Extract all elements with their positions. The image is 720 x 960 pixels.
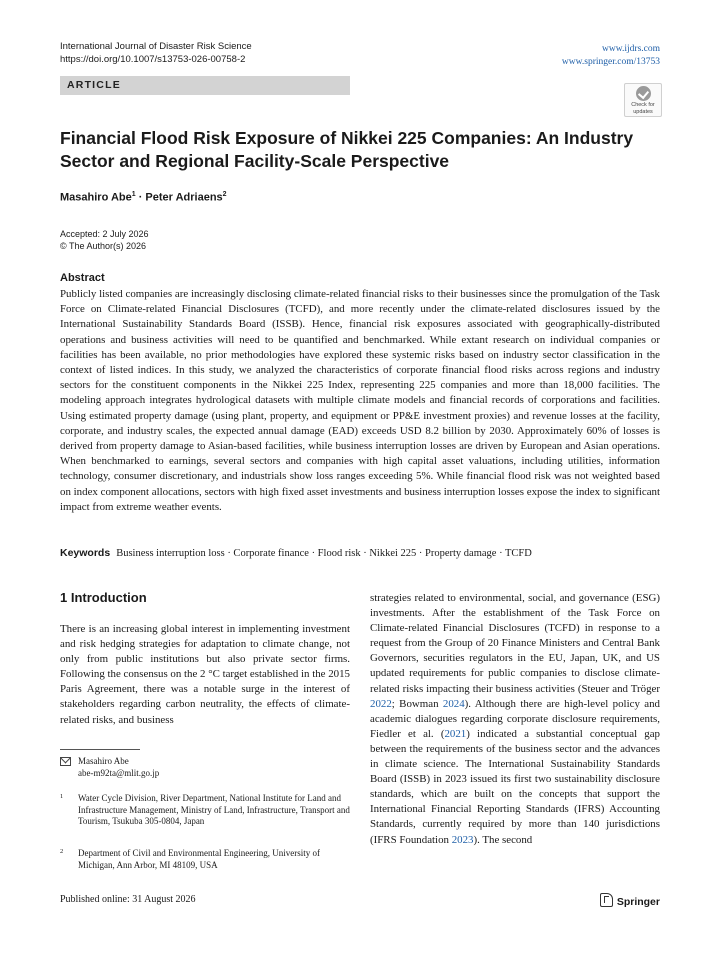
intro-right-column: strategies related to environmental, social, and governance (ESG) investments. After the establishment of the Task Force on Climate-related Financial Disclosures (TCFD) in response to a request from the Group of 20 Finance Ministers and Central Bank Governors, securities regulators in the EU, Japan, UK, and US updated requirements for public companies to disclose climate-related risks impacting their business activities (Steuer and Tröger 2022; Bowman 2024). Although there are high-level policy and academic dialogues regarding corporate disclosure requirements, Fiedler et al. (2021) indicated a substantial conceptual gap between the requirements of the business sector and the advances in climate science. The International Sustainability Standards Board (ISSB) in 2023 issued its first two sustainability disclosure standards, which are built on the concepts that support the International Financial Reporting Standards (IFRS) Accounting Standards, currently required by more than 140 jurisdictions (IFRS Foundation 2023). The second xyxy=(370,592,660,846)
springer-horse-icon xyxy=(600,893,613,907)
springer-journal-link[interactable]: www.springer.com/13753 xyxy=(561,56,660,67)
footnote-divider xyxy=(60,749,140,750)
check-updates-icon xyxy=(636,86,651,101)
doi-link[interactable]: https://doi.org/10.1007/s13753-026-00758-2 xyxy=(60,54,246,65)
publisher-name: Springer xyxy=(616,896,660,908)
article-dates xyxy=(60,228,149,252)
corresponding-author xyxy=(60,756,350,779)
corresponding-author-email[interactable]: abe-m92ta@mlit.go.jp xyxy=(78,767,160,778)
article-type-bar xyxy=(60,76,350,95)
copyright-notice: © The Author(s) 2026 xyxy=(60,241,147,251)
citation-link[interactable]: 2023 xyxy=(451,833,474,846)
check-for-updates-badge[interactable] xyxy=(624,83,662,117)
affiliation-text: Department of Civil and Environmental Engineering, University of Michigan, Ann Arbor, MI 48109, USA xyxy=(78,848,320,870)
publisher-logo xyxy=(600,893,660,908)
affiliation-marker: 1 xyxy=(131,191,136,198)
citation-link[interactable]: 2022 xyxy=(370,697,392,710)
journal-links xyxy=(562,43,660,68)
corresponding-author-name: Masahiro Abe xyxy=(78,756,129,766)
journal-header xyxy=(60,40,252,66)
article-type-label: ARTICLE xyxy=(67,79,121,91)
affiliation-2 xyxy=(60,848,350,871)
keywords xyxy=(60,546,660,561)
intro-left-column: There is an increasing global interest in implementing investment and risk hedging strategies for adaptation to climate change, not only from public institutions but also private sector firms. Following the consensus on the 2 °C target established in the 2015 Paris Agreement, there was a notable surge in the interest of stakeholders regarding carbon neutrality, the effects of climate-related risks, and business xyxy=(60,623,351,726)
check-updates-label: Check for updates xyxy=(631,102,655,115)
journal-website-link[interactable]: www.ijdrs.com xyxy=(602,44,660,54)
affiliation-number: 1 xyxy=(60,793,64,800)
author-name[interactable]: Peter Adriaens xyxy=(145,191,223,204)
keywords-label: Keywords xyxy=(60,547,111,559)
abstract-heading: Abstract xyxy=(60,272,105,284)
envelope-icon xyxy=(60,757,71,766)
author-name[interactable]: Masahiro Abe xyxy=(60,191,132,204)
author-list xyxy=(60,191,227,204)
journal-name: International Journal of Disaster Risk Science xyxy=(60,41,252,52)
affiliation-1 xyxy=(60,793,350,828)
citation-link[interactable]: 2021 xyxy=(444,727,467,740)
citation-link[interactable]: 2024 xyxy=(442,697,465,710)
abstract-text: Publicly listed companies are increasingly disclosing climate-related financial risks to their businesses since the promulgation of the Task Force on Climate-related Financial Disclosures (TCFD), and more recently under the climate-related disclosures issued by the International Sustainability Standards Board (ISSB). Hence, financial risk exposures associated with geographically-distributed operations and business activities will need to be quantified and benchmarked. While extant research on individual companies or facilities has been available, no prior methodologies have explored these systemic risks based on industry sector classification in the context of listed indices. In this study, we analyzed the characteristics of corporate financial flood risks across regions and industry sectors for the constituent components in the Nikkei 225 Index, representing 225 companies and more than 18,000 facilities. The modeling approach integrates hydrological datasets with multiple climate models and financial records of corporations and facilities. Using estimated property damage (using plant, property, and equipment or PP&E investment proxies) and revenue losses at the facility, corporate, and industry scales, the expected annual damage (EAD) exceeds USD 8.2 billion by 2030. Approximately 60% of losses is derived from property damage to Asian-based facilities, while business interruption losses are driven by European and Asian operations. When benchmarked to earnings, several sectors and companies with high capital asset valuations, including utilities, information technology, consumer discretionary, and industrials show loss ranges exceeding 5%. While financial flood risk was not weighted based on index component allocations, sectors with high fixed asset investments and business interruption losses expose the index to significant impact from extreme weather events. xyxy=(60,288,660,513)
author-separator: · xyxy=(135,191,146,204)
article-title: Financial Flood Risk Exposure of Nikkei 225 Companies: An Industry Sector and Regional Facility-Scale Perspective xyxy=(60,128,634,171)
accepted-date: Accepted: 2 July 2026 xyxy=(60,229,149,239)
affiliation-number: 2 xyxy=(60,848,64,855)
published-date: Published online: 31 August 2026 xyxy=(60,894,196,905)
keywords-list: Business interruption loss · Corporate finance · Flood risk · Nikkei 225 · Property damage · TCFD xyxy=(116,548,532,559)
affiliation-marker: 2 xyxy=(222,191,227,198)
affiliation-text: Water Cycle Division, River Department, National Institute for Land and Infrastructure Management, Ministry of Land, Infrastructure, Transport and Tourism, Tsukuba 305-0804, Japan xyxy=(78,793,350,827)
section-heading: 1 Introduction xyxy=(60,590,147,605)
